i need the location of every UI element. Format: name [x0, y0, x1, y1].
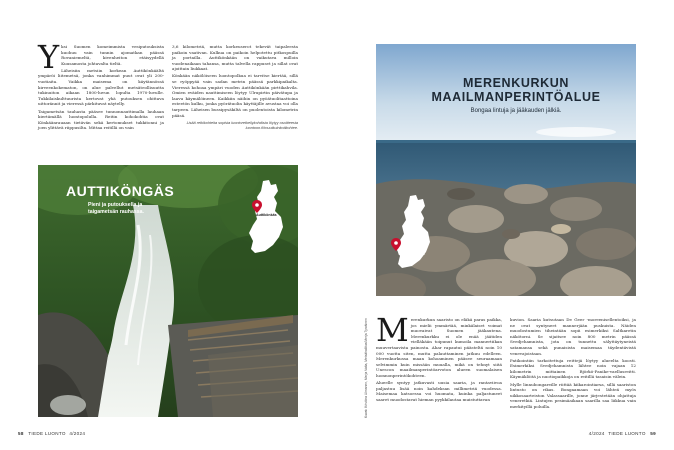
merenkurkku-title-line-2: MAAILMANPERINTÖALUE	[431, 90, 601, 104]
finland-map-icon	[243, 179, 289, 259]
auttikongas-subtitle: Pieni ja putouksella ja taigametsän rauhassa.	[88, 202, 144, 215]
left-paragraph: Könkään näkölöiseen luontopolkua ei tarvitse kiertää, sillä se ryöppyää vain sadan metrin päässä parkkipaikalta. Vieressä kohoaa ympäri vuoden Auttikönkään pirttikahvila. Omien eväiden nauttimiseen löytyy Ulrupirtin päivätupa ja laavu käymälöineen. Kaikkiin näihin on pyöätuolitaattoina esteetön kulku, jonka pyörätuolin käyttäjille avustaa voi olla tarpeen. Läheisen bussipysäkiltä on puolentoista kilometrin pääsä.	[172, 73, 298, 118]
finland-map-right	[390, 194, 436, 274]
right-body-column-2	[510, 317, 636, 411]
right-folio	[589, 431, 656, 436]
right-paragraph: Alueelle syntyy jatkuvasti uusia saaria, ja rantaviivoa paljastuu lisää noin kahdeksan millimetriä vuodessa. Maisemaa katsoessa voi huomata, kuinka paljastuneet saaret muodostavat hieman pyykkilautaa muistuttavan	[376, 380, 502, 402]
merenkurkku-title	[416, 76, 616, 104]
finland-map-left	[243, 179, 289, 259]
right-magazine-name: TIEDE LUONTO	[608, 431, 646, 436]
left-paragraph: 3,6 kilometriä, mutta korkeuserot tekevät taipaleesta paikoin vaativan. Kulkua on paikoin helpotettu pitkospuilla ja portailla. Auttikönkään on vaikutava milloin vuodenaikaan tahansa, mutta talvella rappuset ja sillat ovat ajoittain liukkaat.	[172, 44, 298, 72]
right-body-column-1	[376, 311, 502, 404]
auttikongas-title: AUTTIKÖNGÄS	[66, 183, 175, 199]
finland-map-icon	[390, 194, 436, 274]
right-paragraph: kuvion. Saaria kutsutaan De Geer -moreenisellentoiksi, ja ne ovat syntyneet mannerjään puskuista. Näiden muodostumien tiheintään sopii esimerkiksi Saltkaretin näkötorni. Se sijaitsee noin 800 metrin päässä Svedjehamnista, jota on tunnettu sälyttäytyneistä satamansa sekä punaisista maisemaa täydentävistä venevajoistaan.	[510, 317, 636, 356]
map-location-label: Auttikönkäs	[256, 213, 277, 217]
map-location-label: Vaasa/Jaanemo	[398, 252, 425, 256]
right-issue: 4/2024	[588, 431, 605, 436]
right-paragraph: Patikointiin tarkoitettuja reittejä löytyy alueelta koosti. Esimerkiksi Svedjehamnista lähtee noin vajaan 12 kilometrin mittainen Björkö-Panike-vaellusreitti. Käymäklöitä ja nuotiopaikkoja on reitillä tasaisin välein.	[510, 357, 636, 380]
left-body-column-1	[38, 38, 164, 132]
left-paragraph: Taigametsän tauhasta pääsee tunnonnauttimalla lauhaan kiertämällä luontopolulla. Reitin kohokohtia ovat Könkäänrauaan tietävän sekä kertomukset tukkitonni ja joen ylittävä riippusilta. Mittaa reitillä on vain	[38, 108, 164, 131]
left-magazine-name: TIEDE LUONTO	[28, 431, 66, 436]
left-issue: 4/2024	[69, 431, 86, 436]
merenkurkku-photo	[376, 44, 636, 296]
map-pin-icon	[391, 238, 401, 251]
left-caption: Lisää retkikohteita sopista luontoretkeilykohdista löytyy osoitteesta luontoon.fi/muutkuinkotikohtee.	[186, 121, 298, 131]
left-paragraph: Läheisiin metsiin korkean Auttikönkäältä ympäröi liitemetsä, jonka vanhimmat puut ovat yli 200-vuotiaita. Vaikka maisema on käytännössä kirveenkokematon, on alue palvellut metsäteollisuutta tukinuiton aikaan 1800-luvun lopulta 1970-luvulle. Tukkilaiskulttuurista kertovat yhä putouksen ohittava uittorännit ja vieressä pärkituvat näytelly.	[38, 67, 164, 107]
merenkurkku-subtitle: Bongaa lintuja ja jääkauden jälkiä.	[470, 108, 562, 114]
auttikongas-photo	[38, 165, 298, 417]
left-page-number: 58	[18, 431, 24, 436]
left-folio	[18, 431, 85, 436]
right-paragraph: Mylle linnubongareille riittää kiikarointiarsa, sillä saariston lintusto on rikas. Bongaamaan voi lähteä myös uikkosaarteiston Valassaarille, jonne järjestetään ohjattuja veneretkiä. Lintujen pesimäaikaan saarilla saa liikkua vain merkityillä poluilla.	[510, 381, 636, 409]
map-pin-icon	[252, 200, 262, 213]
photo-credit: Kuvat: Kristiina Ulmanen, Merja Valta, Metsähallitus/Merja Tyrväinen	[364, 318, 368, 418]
right-dropcap: M	[376, 311, 409, 349]
left-dropcap: Y	[38, 38, 60, 76]
merenkurkku-title-line-1: MERENKURKUN	[463, 76, 569, 90]
left-paragraph: ksi Suomen komeimmista vesiputouksista kuohuu vain tunnin ajomatkan päässä Rovaniemeltä, kivenheiton etäisyydellä Kuusamosta johtavalta tieltä.	[61, 44, 164, 66]
right-page-number: 59	[650, 431, 656, 436]
left-body-column-2	[172, 44, 298, 133]
right-paragraph: erenkurkun saaristo on eläkä paras paikka, jos mielii ymmärtää, minkälaiset voimat muovaivat Suomen jääkautena. Merenkurkku ei ole enää jäätiden vielläkään toipunut kumoila mannertiikan muuvertaavista painosta. Ahar rapautui päästeltä noin 10 000 vuotta siten, mutta palauttaminen jatkuu edelleen. Merenkurkussa maan kohoaminen pääsee seuraamaan selvimmin kuin missään muualla, mikä on tehnyt siitä Unescon maailmanperintöarvoton alueen suomalaisen luonnonperintökohteen.	[376, 317, 502, 378]
